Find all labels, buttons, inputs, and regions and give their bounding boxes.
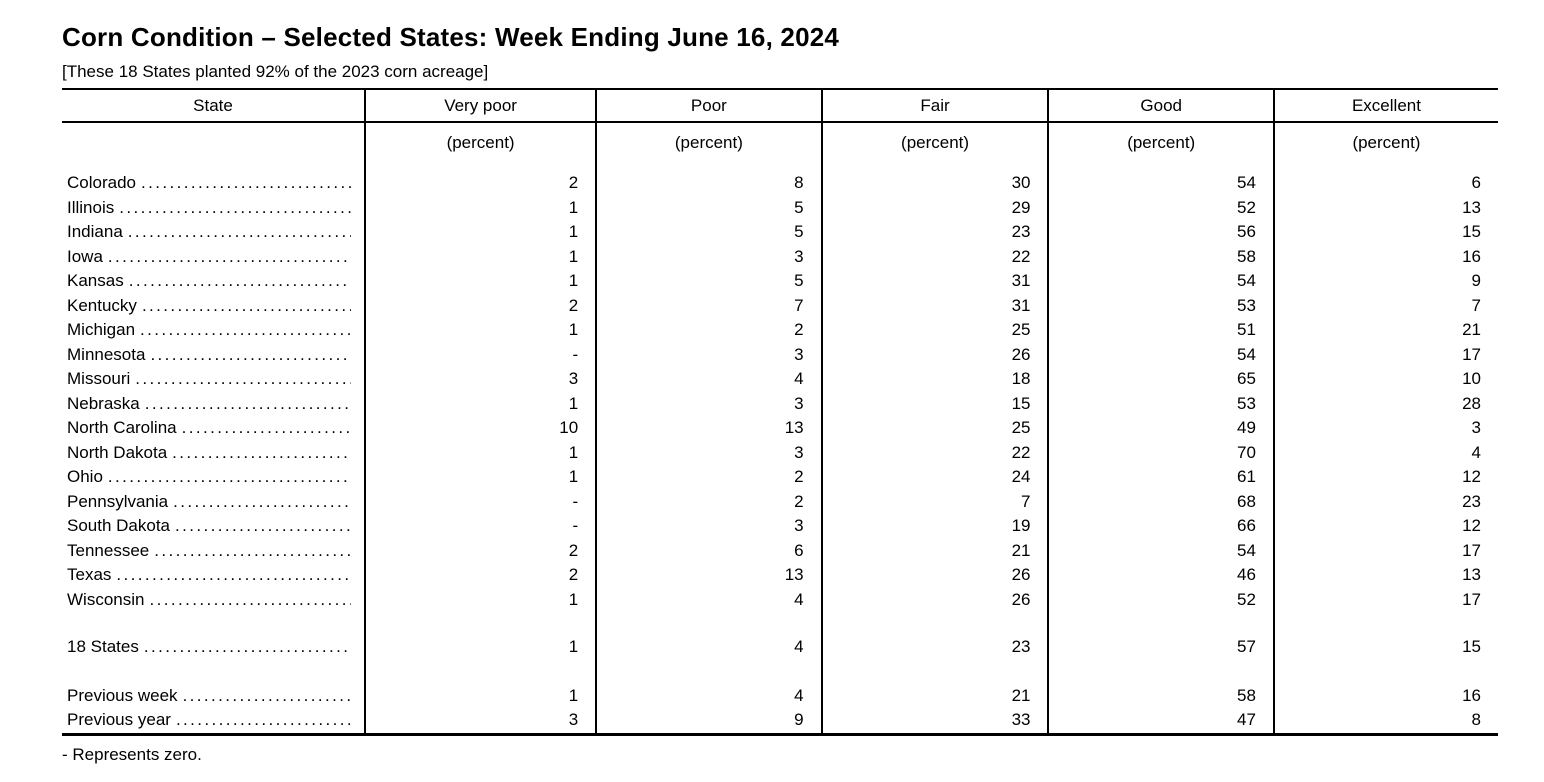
spacer-cell <box>596 612 821 635</box>
cell-fair: 30 <box>822 171 1049 196</box>
row-label: North Dakota <box>67 442 168 462</box>
cell-excellent: 21 <box>1274 318 1498 343</box>
cell-excellent: 10 <box>1274 367 1498 392</box>
cell-good: 58 <box>1048 684 1273 709</box>
row-label-cell <box>62 318 365 343</box>
cell-excellent: 16 <box>1274 245 1498 270</box>
cell-poor: 4 <box>596 635 821 660</box>
dot-leader <box>154 539 351 564</box>
cell-good: 54 <box>1048 343 1273 368</box>
spacer-cell <box>822 612 1049 635</box>
cell-poor: 2 <box>596 490 821 515</box>
row-label-cell <box>62 245 365 270</box>
spacer-row <box>62 660 1498 684</box>
dot-leader <box>135 367 351 392</box>
spacer-cell <box>1274 612 1498 635</box>
cell-excellent: 13 <box>1274 196 1498 221</box>
cell-very-poor: 1 <box>365 220 596 245</box>
cell-poor: 3 <box>596 392 821 417</box>
row-label: South Dakota <box>67 516 171 535</box>
unit-row <box>62 122 1498 163</box>
corn-condition-table <box>62 88 1498 736</box>
cell-good: 70 <box>1048 441 1273 466</box>
cell-fair: 19 <box>822 514 1049 539</box>
cell-very-poor: 1 <box>365 392 596 417</box>
spacer-cell <box>365 163 596 171</box>
state-row <box>62 294 1498 319</box>
cell-very-poor: 1 <box>365 318 596 343</box>
row-label-cell <box>62 490 365 515</box>
page-title: Corn Condition – Selected States: Week Ending June 16, 2024 <box>62 22 840 52</box>
spacer-cell <box>62 612 365 635</box>
row-label: Kansas <box>67 271 124 290</box>
spacer-cell <box>822 660 1049 684</box>
unit-label-good: (percent) <box>1048 122 1273 163</box>
state-row <box>62 196 1498 221</box>
cell-fair: 26 <box>822 343 1049 368</box>
cell-poor: 5 <box>596 269 821 294</box>
cell-poor: 9 <box>596 708 821 734</box>
cell-poor: 8 <box>596 171 821 196</box>
row-label: 18 States <box>67 637 139 656</box>
row-label: Michigan <box>67 320 136 339</box>
state-row <box>62 465 1498 490</box>
row-label: Minnesota <box>67 344 146 364</box>
cell-poor: 4 <box>596 684 821 709</box>
cell-poor: 2 <box>596 465 821 490</box>
cell-excellent: 16 <box>1274 684 1498 709</box>
spacer-cell <box>1048 163 1273 171</box>
cell-fair: 29 <box>822 196 1049 221</box>
cell-fair: 26 <box>822 588 1049 613</box>
spacer-cell <box>1274 163 1498 171</box>
cell-poor: 7 <box>596 294 821 319</box>
cell-excellent: 17 <box>1274 588 1498 613</box>
cell-fair: 33 <box>822 708 1049 734</box>
state-row <box>62 269 1498 294</box>
cell-fair: 25 <box>822 318 1049 343</box>
cell-poor: 3 <box>596 514 821 539</box>
cell-excellent: 23 <box>1274 490 1498 515</box>
state-row <box>62 367 1498 392</box>
cell-very-poor: 3 <box>365 708 596 734</box>
cell-poor: 13 <box>596 416 821 441</box>
column-header-good: Good <box>1048 89 1273 122</box>
cell-fair: 18 <box>822 367 1049 392</box>
row-label-cell <box>62 539 365 564</box>
state-row <box>62 392 1498 417</box>
row-label-cell <box>62 343 365 368</box>
cell-good: 51 <box>1048 318 1273 343</box>
table-header-row <box>62 89 1498 122</box>
cell-poor: 3 <box>596 441 821 466</box>
dot-leader <box>108 245 351 270</box>
column-header-poor: Poor <box>596 89 821 122</box>
table-body <box>62 163 1498 734</box>
row-label-cell <box>62 514 365 539</box>
cell-good: 54 <box>1048 539 1273 564</box>
cell-excellent: 12 <box>1274 465 1498 490</box>
state-row <box>62 171 1498 196</box>
row-label-cell <box>62 416 365 441</box>
footnote: - Represents zero. <box>62 744 202 764</box>
cell-good: 52 <box>1048 588 1273 613</box>
row-label: Wisconsin <box>67 589 145 609</box>
cell-excellent: 12 <box>1274 514 1498 539</box>
cell-excellent: 8 <box>1274 708 1498 734</box>
state-row <box>62 416 1498 441</box>
state-row <box>62 318 1498 343</box>
cell-very-poor: 2 <box>365 171 596 196</box>
cell-good: 54 <box>1048 269 1273 294</box>
cell-excellent: 3 <box>1274 416 1498 441</box>
spacer-cell <box>1048 612 1273 635</box>
cell-excellent: 15 <box>1274 635 1498 660</box>
cell-very-poor: 10 <box>365 416 596 441</box>
spacer-cell <box>596 163 821 171</box>
cell-good: 57 <box>1048 635 1273 660</box>
row-label-cell <box>62 465 365 490</box>
comparison-row <box>62 708 1498 734</box>
dot-leader <box>108 465 351 490</box>
dot-leader <box>142 294 351 319</box>
dot-leader <box>183 684 351 709</box>
dot-leader <box>150 343 351 368</box>
cell-good: 49 <box>1048 416 1273 441</box>
dot-leader <box>145 392 351 417</box>
state-row <box>62 514 1498 539</box>
dot-leader <box>116 563 351 588</box>
dot-leader <box>182 416 351 441</box>
dot-leader <box>149 588 351 613</box>
row-label: Texas <box>67 565 112 584</box>
row-label: Pennsylvania <box>67 491 169 511</box>
summary-row <box>62 635 1498 660</box>
cell-poor: 6 <box>596 539 821 564</box>
cell-excellent: 17 <box>1274 343 1498 368</box>
state-row <box>62 490 1498 515</box>
cell-good: 58 <box>1048 245 1273 270</box>
cell-good: 53 <box>1048 392 1273 417</box>
unit-label-excellent: (percent) <box>1274 122 1498 163</box>
state-row <box>62 588 1498 613</box>
row-label: Previous year <box>67 710 171 729</box>
cell-very-poor: 2 <box>365 294 596 319</box>
cell-excellent: 28 <box>1274 392 1498 417</box>
cell-fair: 31 <box>822 269 1049 294</box>
cell-good: 52 <box>1048 196 1273 221</box>
row-label-cell <box>62 171 365 196</box>
cell-fair: 24 <box>822 465 1049 490</box>
cell-good: 66 <box>1048 514 1273 539</box>
row-label-cell <box>62 635 365 660</box>
spacer-cell <box>1274 660 1498 684</box>
cell-fair: 7 <box>822 490 1049 515</box>
cell-excellent: 7 <box>1274 294 1498 319</box>
cell-fair: 22 <box>822 245 1049 270</box>
cell-fair: 31 <box>822 294 1049 319</box>
cell-very-poor: - <box>365 490 596 515</box>
unit-label-poor: (percent) <box>596 122 821 163</box>
cell-very-poor: 2 <box>365 539 596 564</box>
state-row <box>62 441 1498 466</box>
cell-fair: 25 <box>822 416 1049 441</box>
row-label-cell <box>62 220 365 245</box>
dot-leader <box>140 318 351 343</box>
spacer-row <box>62 163 1498 171</box>
row-label-cell <box>62 684 365 709</box>
cell-very-poor: - <box>365 514 596 539</box>
row-label: Kentucky <box>67 295 137 315</box>
row-label-cell <box>62 708 365 734</box>
column-header-very-poor: Very poor <box>365 89 596 122</box>
cell-fair: 21 <box>822 539 1049 564</box>
cell-excellent: 9 <box>1274 269 1498 294</box>
cell-very-poor: - <box>365 343 596 368</box>
cell-poor: 2 <box>596 318 821 343</box>
row-label: Iowa <box>67 246 103 266</box>
column-header-fair: Fair <box>822 89 1049 122</box>
row-label-cell <box>62 269 365 294</box>
state-row <box>62 539 1498 564</box>
cell-poor: 5 <box>596 196 821 221</box>
cell-excellent: 4 <box>1274 441 1498 466</box>
row-label: Missouri <box>67 369 131 388</box>
cell-excellent: 17 <box>1274 539 1498 564</box>
spacer-cell <box>822 163 1049 171</box>
dot-leader <box>176 708 351 733</box>
cell-fair: 22 <box>822 441 1049 466</box>
state-row <box>62 245 1498 270</box>
cell-very-poor: 1 <box>365 245 596 270</box>
cell-very-poor: 1 <box>365 441 596 466</box>
row-label: Illinois <box>67 197 115 217</box>
dot-leader <box>175 514 351 539</box>
cell-good: 47 <box>1048 708 1273 734</box>
dot-leader <box>144 635 351 660</box>
state-row <box>62 220 1498 245</box>
cell-very-poor: 3 <box>365 367 596 392</box>
dot-leader <box>128 220 351 245</box>
cell-poor: 13 <box>596 563 821 588</box>
spacer-row <box>62 612 1498 635</box>
spacer-cell <box>62 163 365 171</box>
row-label-cell <box>62 294 365 319</box>
row-label-cell <box>62 563 365 588</box>
cell-excellent: 6 <box>1274 171 1498 196</box>
state-row <box>62 563 1498 588</box>
cell-good: 53 <box>1048 294 1273 319</box>
cell-poor: 3 <box>596 343 821 368</box>
unit-label-fair: (percent) <box>822 122 1049 163</box>
cell-very-poor: 1 <box>365 635 596 660</box>
row-label-cell <box>62 367 365 392</box>
cell-poor: 5 <box>596 220 821 245</box>
dot-leader <box>141 171 351 196</box>
row-label: Indiana <box>67 222 123 241</box>
cell-good: 54 <box>1048 171 1273 196</box>
cell-very-poor: 2 <box>365 563 596 588</box>
cell-good: 46 <box>1048 563 1273 588</box>
cell-fair: 21 <box>822 684 1049 709</box>
cell-excellent: 15 <box>1274 220 1498 245</box>
cell-fair: 23 <box>822 220 1049 245</box>
dot-leader <box>129 269 351 294</box>
row-label: Previous week <box>67 685 178 705</box>
spacer-cell <box>62 660 365 684</box>
cell-fair: 23 <box>822 635 1049 660</box>
cell-poor: 4 <box>596 367 821 392</box>
row-label: North Carolina <box>67 418 177 437</box>
spacer-cell <box>365 660 596 684</box>
state-row <box>62 343 1498 368</box>
row-label: Colorado <box>67 173 136 192</box>
cell-fair: 26 <box>822 563 1049 588</box>
cell-poor: 3 <box>596 245 821 270</box>
cell-good: 65 <box>1048 367 1273 392</box>
cell-very-poor: 1 <box>365 684 596 709</box>
row-label-cell <box>62 588 365 613</box>
comparison-row <box>62 684 1498 709</box>
row-label-cell <box>62 441 365 466</box>
cell-very-poor: 1 <box>365 269 596 294</box>
column-header-excellent: Excellent <box>1274 89 1498 122</box>
cell-very-poor: 1 <box>365 196 596 221</box>
spacer-cell <box>1048 660 1273 684</box>
cell-good: 68 <box>1048 490 1273 515</box>
spacer-cell <box>365 612 596 635</box>
row-label: Nebraska <box>67 393 140 413</box>
row-label: Ohio <box>67 467 103 486</box>
cell-excellent: 13 <box>1274 563 1498 588</box>
cell-good: 61 <box>1048 465 1273 490</box>
row-label-cell <box>62 392 365 417</box>
cell-very-poor: 1 <box>365 588 596 613</box>
dot-leader <box>172 441 351 466</box>
dot-leader <box>119 196 351 221</box>
unit-cell-empty <box>62 122 365 163</box>
unit-label-very-poor: (percent) <box>365 122 596 163</box>
cell-fair: 15 <box>822 392 1049 417</box>
page-subtitle: [These 18 States planted 92% of the 2023 corn acreage] <box>62 62 489 81</box>
cell-very-poor: 1 <box>365 465 596 490</box>
column-header-state: State <box>62 89 365 122</box>
cell-poor: 4 <box>596 588 821 613</box>
cell-good: 56 <box>1048 220 1273 245</box>
row-label: Tennessee <box>67 540 150 560</box>
dot-leader <box>173 490 351 515</box>
spacer-cell <box>596 660 821 684</box>
row-label-cell <box>62 196 365 221</box>
